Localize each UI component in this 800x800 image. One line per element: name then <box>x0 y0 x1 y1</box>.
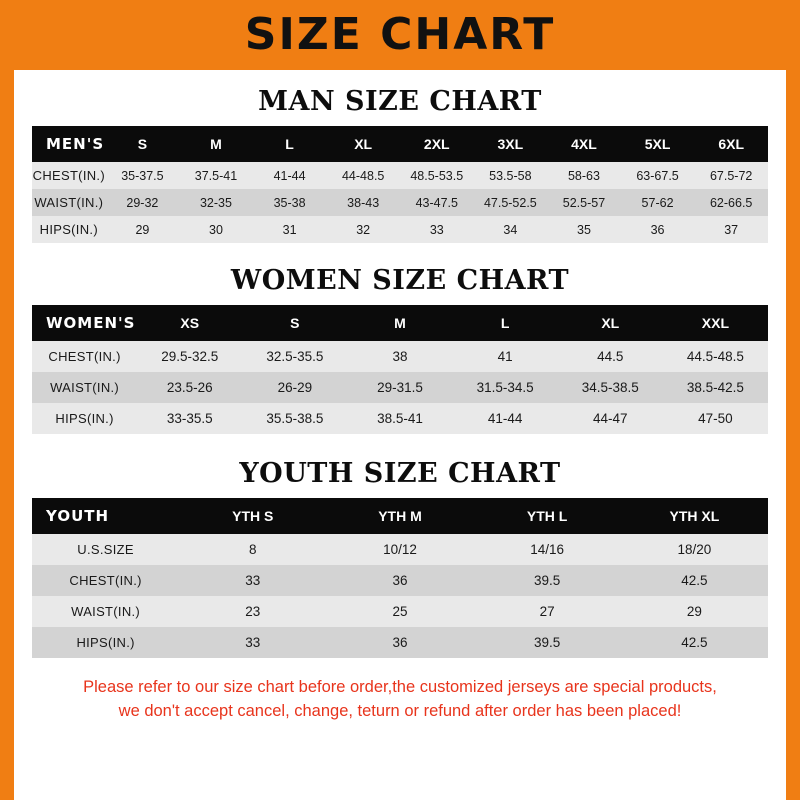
women-table-body <box>32 341 768 434</box>
women-waist-s: 26-29 <box>277 380 313 395</box>
women-chest-m: 38 <box>392 349 408 364</box>
man-waist-m: 32-35 <box>199 195 232 210</box>
youth-hips-xl: 42.5 <box>681 635 708 650</box>
youth-hips-s: 33 <box>245 635 261 650</box>
man-chest-5xl: 63-67.5 <box>636 168 679 183</box>
table-row <box>32 341 768 372</box>
man-chest-l: 41-44 <box>273 168 306 183</box>
youth-header-l: YTH L <box>474 498 621 534</box>
youth-header-xl: YTH XL <box>621 498 768 534</box>
women-row-chest-label: CHEST(IN.) <box>48 349 121 364</box>
man-waist-3xl: 47.5-52.5 <box>483 195 537 210</box>
women-chest-xl: 44.5 <box>597 349 624 364</box>
youth-hips-l: 39.5 <box>534 635 561 650</box>
youth-header-label: YOUTH <box>32 498 179 534</box>
man-hips-xl: 32 <box>356 222 371 237</box>
man-chest-4xl: 58-63 <box>567 168 600 183</box>
youth-hips-m: 36 <box>392 635 408 650</box>
man-section-title: MAN SIZE CHART <box>258 86 542 117</box>
table-row <box>32 627 768 658</box>
youth-ussize-l: 14/16 <box>530 542 565 557</box>
youth-chest-xl: 42.5 <box>681 573 708 588</box>
youth-size-table <box>32 498 768 658</box>
table-row <box>32 372 768 403</box>
table-header-row <box>32 126 768 162</box>
youth-row-hips-label: HIPS(IN.) <box>76 635 135 650</box>
women-waist-m: 29-31.5 <box>377 380 423 395</box>
man-hips-5xl: 36 <box>650 222 665 237</box>
women-waist-l: 31.5-34.5 <box>476 380 534 395</box>
table-row <box>32 403 768 434</box>
man-waist-xl: 38-43 <box>347 195 380 210</box>
women-waist-xs: 23.5-26 <box>166 380 213 395</box>
women-header-label: WOMEN'S <box>32 305 137 341</box>
table-row <box>32 162 768 189</box>
youth-waist-l: 27 <box>539 604 555 619</box>
women-hips-s: 35.5-38.5 <box>266 411 324 426</box>
footnote-line-2: we don't accept cancel, change, teturn or refund after order has been placed! <box>118 701 682 720</box>
youth-chest-m: 36 <box>392 573 408 588</box>
man-header-s: S <box>106 126 180 162</box>
youth-row-waist-label: WAIST(IN.) <box>71 604 141 619</box>
table-header-row <box>32 305 768 341</box>
man-chest-xl: 44-48.5 <box>341 168 385 183</box>
women-hips-xxl: 47-50 <box>698 411 733 426</box>
man-header-6xl: 6XL <box>694 126 768 162</box>
man-waist-6xl: 62-66.5 <box>709 195 753 210</box>
youth-ussize-xl: 18/20 <box>677 542 712 557</box>
women-header-xs: XS <box>137 305 242 341</box>
man-header-xl: XL <box>326 126 400 162</box>
man-hips-m: 30 <box>209 222 223 237</box>
women-hips-xl: 44-47 <box>593 411 628 426</box>
table-row <box>32 534 768 565</box>
youth-waist-m: 25 <box>392 604 408 619</box>
man-waist-2xl: 43-47.5 <box>415 195 458 210</box>
chart-content <box>14 86 786 724</box>
women-header-l: L <box>453 305 558 341</box>
man-chest-6xl: 67.5-72 <box>709 168 753 183</box>
women-hips-m: 38.5-41 <box>377 411 423 426</box>
man-size-table <box>32 126 768 243</box>
man-header-5xl: 5XL <box>621 126 695 162</box>
table-row <box>32 189 768 216</box>
man-hips-6xl: 37 <box>724 222 739 237</box>
youth-table-body <box>32 534 768 658</box>
youth-ussize-s: 8 <box>249 542 257 557</box>
man-waist-l: 35-38 <box>273 195 306 210</box>
youth-ussize-m: 10/12 <box>383 542 417 557</box>
women-hips-l: 41-44 <box>487 411 523 426</box>
women-chest-l: 41 <box>497 349 513 364</box>
footnote <box>32 676 768 724</box>
man-hips-4xl: 35 <box>577 222 591 237</box>
women-header-s: S <box>242 305 347 341</box>
women-chest-xs: 29.5-32.5 <box>161 349 219 364</box>
women-table-header <box>32 305 768 341</box>
youth-row-chest-label: CHEST(IN.) <box>69 573 142 588</box>
man-header-l: L <box>253 126 327 162</box>
women-section-title: WOMEN SIZE CHART <box>230 265 570 296</box>
page-title: SIZE CHART <box>244 9 556 60</box>
man-hips-3xl: 34 <box>503 222 518 237</box>
man-row-waist-label: WAIST(IN.) <box>34 195 104 210</box>
man-row-chest-label: CHEST(IN.) <box>32 168 105 183</box>
women-waist-xl: 34.5-38.5 <box>581 380 639 395</box>
youth-header-s: YTH S <box>179 498 326 534</box>
women-row-waist-label: WAIST(IN.) <box>50 380 120 395</box>
women-row-hips-label: HIPS(IN.) <box>55 411 114 426</box>
youth-waist-s: 23 <box>245 604 261 619</box>
man-chest-3xl: 53.5-58 <box>489 168 532 183</box>
women-chest-s: 32.5-35.5 <box>266 349 324 364</box>
table-header-row <box>32 498 768 534</box>
man-row-hips-label: HIPS(IN.) <box>39 222 98 237</box>
youth-row-ussize-label: U.S.SIZE <box>77 542 134 557</box>
man-hips-s: 29 <box>135 222 150 237</box>
man-header-label: MEN'S <box>32 126 106 162</box>
man-chest-2xl: 48.5-53.5 <box>410 168 464 183</box>
man-waist-4xl: 52.5-57 <box>562 195 606 210</box>
table-row <box>32 216 768 243</box>
footnote-line-1: Please refer to our size chart before order,the customized jerseys are special products, <box>83 678 717 696</box>
man-header-4xl: 4XL <box>547 126 621 162</box>
women-size-table <box>32 305 768 434</box>
man-hips-l: 31 <box>282 222 297 237</box>
man-chest-s: 35-37.5 <box>121 168 164 183</box>
youth-waist-xl: 29 <box>686 604 702 619</box>
women-chest-xxl: 44.5-48.5 <box>686 349 744 364</box>
man-hips-2xl: 33 <box>429 222 444 237</box>
women-hips-xs: 33-35.5 <box>166 411 213 426</box>
man-waist-s: 29-32 <box>126 195 159 210</box>
youth-header-m: YTH M <box>326 498 473 534</box>
women-header-m: M <box>347 305 452 341</box>
youth-chest-l: 39.5 <box>534 573 561 588</box>
women-header-xl: XL <box>558 305 663 341</box>
man-table-header <box>32 126 768 162</box>
page-banner <box>0 0 800 70</box>
youth-table-header <box>32 498 768 534</box>
table-row <box>32 596 768 627</box>
women-waist-xxl: 38.5-42.5 <box>686 380 744 395</box>
women-header-xxl: XXL <box>663 305 768 341</box>
youth-section-title: YOUTH SIZE CHART <box>239 458 561 489</box>
man-waist-5xl: 57-62 <box>641 195 674 210</box>
man-header-2xl: 2XL <box>400 126 474 162</box>
man-table-body <box>32 162 768 243</box>
man-header-m: M <box>179 126 253 162</box>
man-header-3xl: 3XL <box>474 126 548 162</box>
man-chest-m: 37.5-41 <box>194 168 238 183</box>
youth-chest-s: 33 <box>245 573 261 588</box>
table-row <box>32 565 768 596</box>
